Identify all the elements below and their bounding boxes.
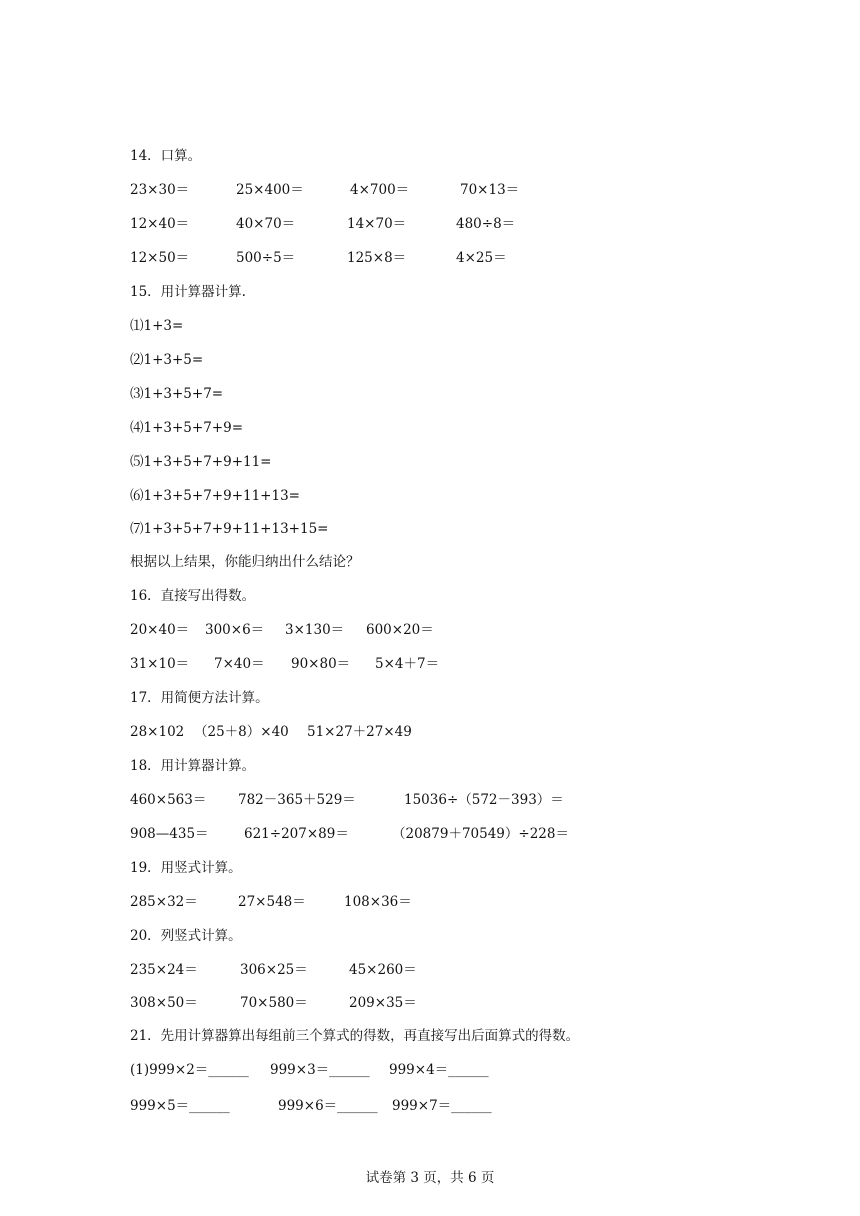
q18-expr: 460×563＝ — [130, 792, 207, 808]
q20-expr: 235×24＝ — [130, 962, 198, 978]
q17-title: 17．用简便方法计算。 — [130, 690, 269, 706]
q18-expr: （20879＋70549）÷228＝ — [392, 826, 569, 842]
q15-item: ⑴1+3= — [130, 318, 184, 334]
q17-expr: 28×102 — [130, 724, 185, 740]
q18-expr: 782－365＋529＝ — [238, 792, 356, 808]
q15-item: ⑹1+3+5+7+9+11+13= — [130, 488, 300, 504]
q14-title: 14．口算。 — [130, 148, 202, 164]
q21-expr: 999×7＝______ — [392, 1098, 492, 1114]
q14-expr: 23×30＝ — [130, 182, 190, 198]
q16-expr: 5×4＋7＝ — [375, 656, 440, 672]
q16-expr: 20×40＝ — [130, 622, 190, 638]
q19-expr: 27×548＝ — [238, 894, 306, 910]
q15-item: ⑷1+3+5+7+9= — [130, 420, 244, 436]
q14-expr: 12×40＝ — [130, 216, 190, 232]
q21-title: 21．先用计算器算出每组前三个算式的得数，再直接写出后面算式的得数。 — [130, 1028, 580, 1044]
q14-expr: 25×400＝ — [236, 182, 304, 198]
q21-expr: 999×4＝______ — [389, 1062, 489, 1078]
q14-expr: 14×70＝ — [347, 216, 407, 232]
q15-item: ⑸1+3+5+7+9+11= — [130, 454, 272, 470]
q20-expr: 308×50＝ — [130, 995, 198, 1011]
q18-expr: 621÷207×89＝ — [244, 826, 349, 842]
q21-expr: 999×5＝______ — [130, 1098, 230, 1114]
q21-expr: (1)999×2＝______ — [130, 1062, 249, 1078]
q15-title: 15．用计算器计算. — [130, 284, 246, 300]
q21-expr: 999×3＝______ — [270, 1062, 370, 1078]
q17-expr: （25＋8）×40 — [194, 724, 289, 740]
q19-title: 19．用竖式计算。 — [130, 860, 242, 876]
q14-expr: 4×25＝ — [456, 250, 507, 266]
q14-expr: 125×8＝ — [347, 250, 407, 266]
q19-expr: 108×36＝ — [344, 894, 412, 910]
q15-question: 根据以上结果，你能归纳出什么结论？ — [130, 554, 360, 570]
q20-expr: 70×580＝ — [240, 995, 308, 1011]
q16-expr: 300×6＝ — [205, 622, 265, 638]
q20-expr: 306×25＝ — [240, 962, 308, 978]
q16-expr: 3×130＝ — [285, 622, 345, 638]
page-footer: 试卷第 3 页，共 6 页 — [365, 1170, 495, 1186]
q14-expr: 12×50＝ — [130, 250, 190, 266]
q18-expr: 15036÷（572－393）＝ — [404, 792, 564, 808]
q16-expr: 600×20＝ — [366, 622, 434, 638]
q16-expr: 7×40＝ — [214, 656, 265, 672]
q16-expr: 90×80＝ — [291, 656, 351, 672]
q19-expr: 285×32＝ — [130, 894, 198, 910]
q18-title: 18．用计算器计算。 — [130, 758, 256, 774]
q16-expr: 31×10＝ — [130, 656, 190, 672]
q14-expr: 70×13＝ — [460, 182, 520, 198]
q20-expr: 45×260＝ — [349, 962, 417, 978]
q17-expr: 51×27＋27×49 — [307, 724, 412, 740]
q15-item: ⑵1+3+5= — [130, 352, 204, 368]
q15-item: ⑺1+3+5+7+9+11+13+15= — [130, 521, 329, 537]
q14-expr: 480÷8＝ — [456, 216, 516, 232]
q14-expr: 500÷5＝ — [236, 250, 296, 266]
q18-expr: 908—435＝ — [130, 826, 209, 842]
q14-expr: 40×70＝ — [236, 216, 296, 232]
q20-title: 20．列竖式计算。 — [130, 928, 242, 944]
q15-item: ⑶1+3+5+7= — [130, 386, 224, 402]
q21-expr: 999×6＝______ — [278, 1098, 378, 1114]
q20-expr: 209×35＝ — [349, 995, 417, 1011]
q16-title: 16．直接写出得数。 — [130, 588, 256, 604]
q14-expr: 4×700＝ — [350, 182, 410, 198]
